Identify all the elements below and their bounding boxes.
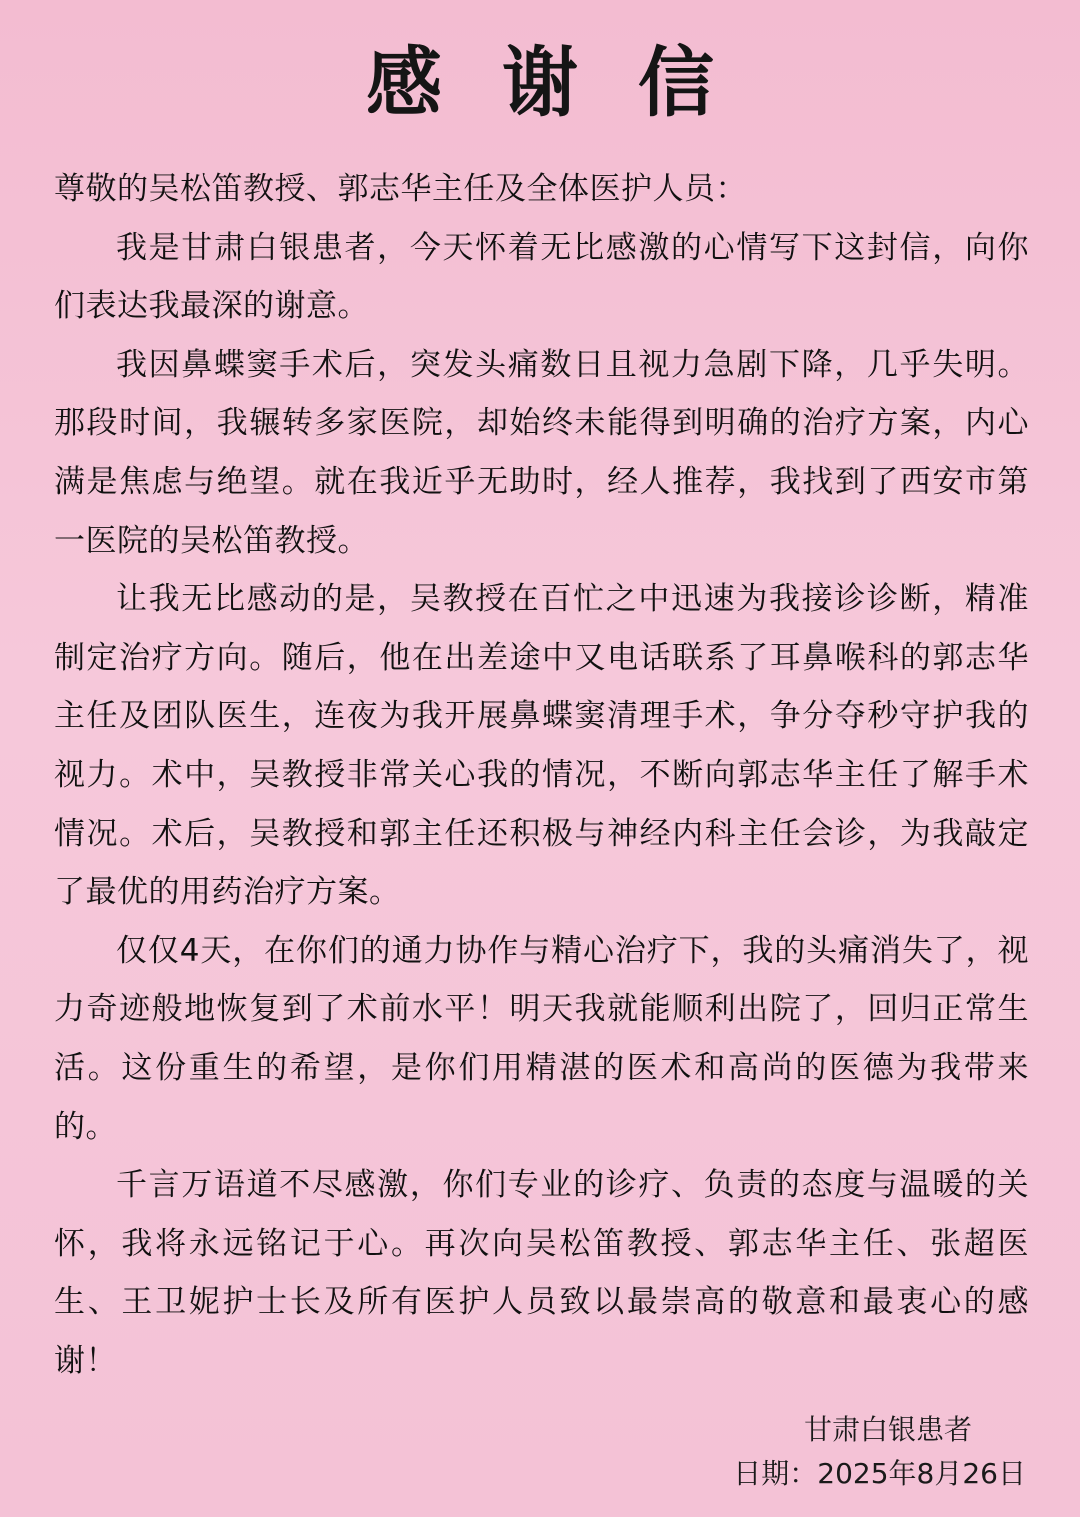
letter-title: 感谢信 bbox=[366, 38, 774, 127]
paragraph-1: 我是甘肃白银患者，今天怀着无比感激的心情写下这封信，向你们表达我最深的谢意。 bbox=[54, 229, 1029, 325]
paragraph-2: 我因鼻蝶窦手术后，突发头痛数日且视力急剧下降，几乎失明。那段时间，我辗转多家医院，却始终未能得到明确的治疗方案，内心满是焦虑与绝望。就在我近乎无助时，经人推荐，我找到了西安市第一医院的吴松笛教授。 bbox=[54, 346, 1029, 559]
paragraph-5: 千言万语道不尽感激，你们专业的诊疗、负责的态度与温暖的关怀，我将永远铭记于心。再次向吴松笛教授、郭志华主任、张超医生、王卫妮护士长及所有医护人员致以最崇高的敬意和最衷心的感谢！ bbox=[54, 1167, 1029, 1379]
paragraph-3: 让我无比感动的是，吴教授在百忙之中迅速为我接诊诊断，精准制定治疗方向。随后，他在出差途中又电话联系了耳鼻喉科的郭志华主任及团队医生，连夜为我开展鼻蝶窦清理手术，争分夺秒守护我的视力。术中，吴教授非常关心我的情况，不断向郭志华主任了解手术情况。术后，吴教授和郭主任还积极与神经内科主任会诊，为我敲定了最优的用药治疗方案。 bbox=[54, 581, 1029, 911]
letter-salutation: 尊敬的吴松笛教授、郭志华主任及全体医护人员： bbox=[54, 171, 747, 207]
paragraph-4: 仅仅4天，在你们的通力协作与精心治疗下，我的头痛消失了，视力奇迹般地恢复到了术前水平！明天我就能顺利出院了，回归正常生活。这份重生的希望，是你们用精湛的医术和高尚的医德为我带来的。 bbox=[54, 932, 1029, 1145]
letter-signature: 甘肃白银患者 bbox=[803, 1413, 972, 1446]
letter-date: 日期：2025年8月26日 bbox=[733, 1457, 1026, 1490]
letter-body bbox=[54, 160, 1029, 1390]
